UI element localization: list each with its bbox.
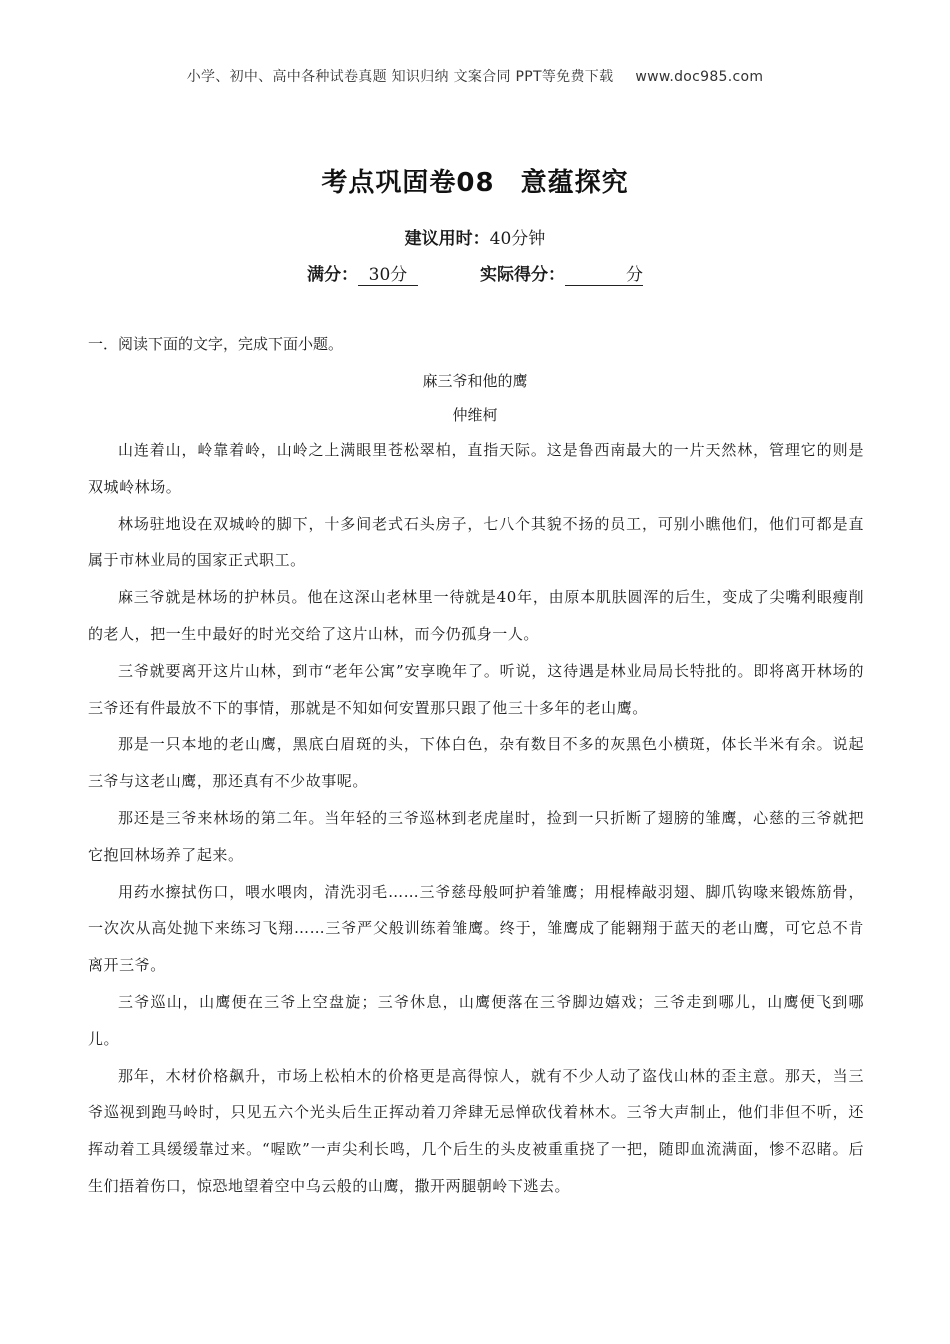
score-line <box>0 260 950 286</box>
paragraph: 三爷巡山，山鹰便在三爷上空盘旋；三爷休息，山鹰便落在三爷脚边嬉戏；三爷走到哪儿，山鹰便飞到哪儿。 <box>88 992 864 1048</box>
full-score-label: 满分： <box>307 265 358 285</box>
time-value: 40分钟 <box>489 229 546 249</box>
paragraph: 那还是三爷来林场的第二年。当年轻的三爷巡林到老虎崖时，捡到一只折断了翅膀的雏鹰，心慈的三爷就把它抱回林场养了起来。 <box>88 808 864 864</box>
paragraph: 山连着山，岭靠着岭，山岭之上满眼里苍松翠柏，直指天际。这是鲁西南最大的一片天然林，管理它的则是双城岭林场。 <box>88 441 864 496</box>
passage-title: 麻三爷和他的鹰 <box>422 372 528 390</box>
passage-body <box>88 432 864 1205</box>
document-title <box>0 162 950 199</box>
paragraph: 林场驻地设在双城岭的脚下，十多间老式石头房子，七八个其貌不扬的员工，可别小瞧他们，他们可都是直属于市林业局的国家正式职工。 <box>88 514 864 570</box>
full-score-value: 30分 <box>358 265 418 286</box>
paragraph: 那年，木材价格飙升，市场上松柏木的价格更是高得惊人，就有不少人动了盗伐山林的歪主意。那天，当三爷巡视到跑马岭时，只见五六个光头后生正挥动着刀斧肆无忌惮砍伐着林木。三爷大声制止，他们非但不听，还挥动着工具缓缓靠过来。“喔欧”一声尖利长鸣，几个后生的头皮被重重挠了一把，随即血流满面，惨不忍睹。后生们捂着伤口，惊恐地望着空中乌云般的山鹰，撒开两腿朝岭下逃去。 <box>88 1066 864 1195</box>
actual-score-blank[interactable]: 分 <box>565 265 643 286</box>
time-label: 建议用时： <box>404 229 490 249</box>
actual-score-label: 实际得分： <box>480 265 565 285</box>
header-text: 小学、初中、高中各种试卷真题 知识归纳 文案合同 PPT等免费下载 <box>186 69 614 85</box>
header-site-link[interactable]: www.doc985.com <box>635 69 764 85</box>
paragraph: 用药水擦拭伤口，喂水喂肉，清洗羽毛……三爷慈母般呵护着雏鹰；用棍棒敲羽翅、脚爪钩喙来锻炼筋骨，一次次从高处抛下来练习飞翔……三爷严父般训练着雏鹰。终于，雏鹰成了能翱翔于蓝天的老山鹰，可它总不肯离开三爷。 <box>88 882 864 975</box>
paragraph: 那是一只本地的老山鹰，黑底白眉斑的头，下体白色，杂有数目不多的灰黑色小横斑，体长半米有余。说起三爷与这老山鹰，那还真有不少故事呢。 <box>88 735 864 791</box>
page-header <box>0 66 950 86</box>
title-sub: 意蕴探究 <box>520 168 629 198</box>
paragraph: 三爷就要离开这片山林，到市“老年公寓”安享晚年了。听说，这待遇是林业局局长特批的。即将离开林场的三爷还有件最放不下的事情，那就是不知如何安置那只跟了他三十多年的老山鹰。 <box>88 661 864 717</box>
passage-author: 仲维柯 <box>452 406 498 424</box>
paragraph: 麻三爷就是林场的护林员。他在这深山老林里一待就是40年，由原本肌肤圆浑的后生，变成了尖嘴利眼瘦削的老人，把一生中最好的时光交给了这片山林，而今仍孤身一人。 <box>88 588 864 643</box>
title-main: 考点巩固卷08 <box>321 168 495 198</box>
suggested-time <box>0 224 950 249</box>
question-prompt: 一．阅读下面的文字，完成下面小题。 <box>88 335 344 353</box>
